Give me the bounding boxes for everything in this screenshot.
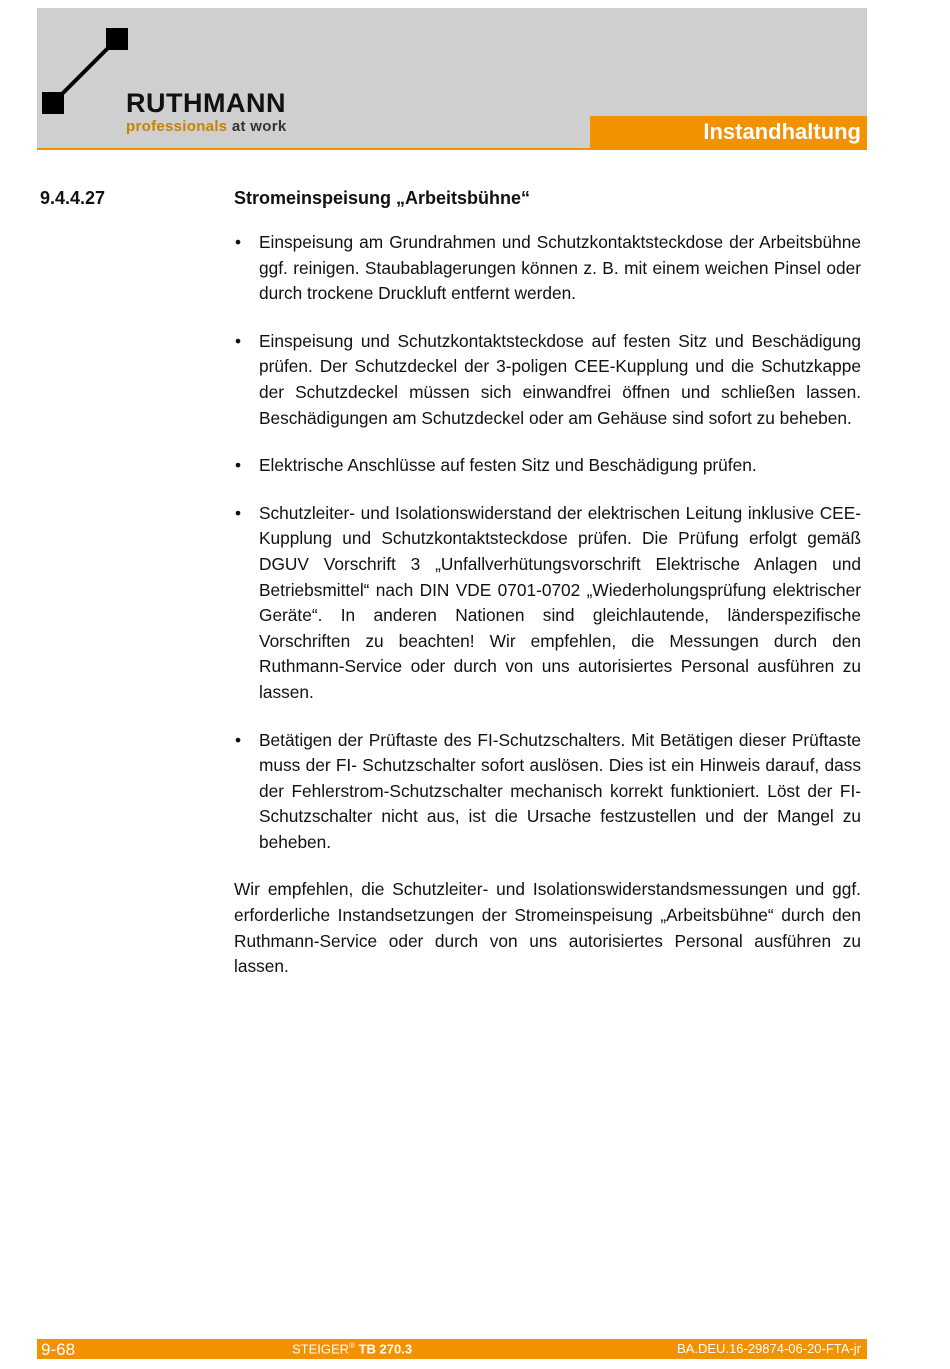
logo-name: RUTHMANN: [126, 88, 286, 118]
section-title: Stromeinspeisung „Arbeitsbühne“: [234, 188, 531, 208]
document-id: BA.DEU.16-29874-06-20-FTA-jr: [677, 1341, 861, 1356]
footer-bar: [37, 1339, 867, 1359]
ruthmann-logo-icon: [40, 28, 130, 118]
list-item: [234, 230, 861, 307]
bullet-icon: •: [235, 330, 242, 351]
list-item-text: Betätigen der Prüftaste des FI-Schutzschalters. Mit Betätigen dieser Prüftaste muss der FI- Schutzschalter sofort auslösen. Dies ist ein Hinweis darauf, dass der Fehlerstrom-Schutzschalter mechanisch korrekt funktioniert. Löst der FI-Schutzschalter nicht aus, ist die Ursache festzustellen und der Mangel zu beheben.: [259, 729, 861, 852]
registered-mark: ®: [349, 1341, 355, 1350]
footer-brand: STEIGER: [292, 1341, 350, 1357]
list-item: [234, 728, 861, 856]
list-item-text: Einspeisung am Grundrahmen und Schutzkontaktsteckdose der Arbeitsbühne ggf. reinigen. Staubablagerungen können z. B. mit einem weichen Pinsel oder durch trockene Druckluft entfernt werden.: [259, 232, 861, 304]
footer-model-number: TB 270.3: [358, 1341, 413, 1357]
bullet-icon: •: [235, 232, 242, 252]
final-paragraph: Wir empfehlen, die Schutzleiter- und Isolationswiderstandsmessungen und ggf. erforderliche Instandsetzungen der Stromeinspeisung „Arbeitsbühne“ durch den Ruthmann-Service oder durch von uns autorisiertes Personal ausführen zu lassen.: [234, 879, 861, 977]
content: [234, 230, 861, 980]
section-number: 9.4.4.27: [40, 188, 106, 208]
page-number: 9-68: [41, 1340, 76, 1359]
bullet-icon: •: [235, 455, 242, 476]
logo-tagline-at-work: at work: [231, 118, 287, 135]
bullet-icon: •: [235, 729, 242, 750]
list-item-text: Einspeisung und Schutzkontaktsteckdose auf festen Sitz und Beschädigung prüfen. Der Schutzdeckel der 3-poligen CEE-Kupplung und die Schutzkappe der Schutzdeckel müssen sich einwandfrei öffnen und schließen lassen. Beschädigungen am Schutzdeckel oder am Gehäuse sind sofort zu beheben.: [259, 330, 861, 428]
logo-tagline: [126, 118, 287, 135]
section-tab: Instandhaltung: [590, 116, 867, 150]
footer-model: [292, 1341, 412, 1356]
bullet-list: [234, 230, 861, 855]
list-item-text: Schutzleiter- und Isolationswiderstand der elektrischen Leitung inklusive CEE-Kupplung und Schutzkontaktsteckdose prüfen. Die Prüfung erfolgt gemäß DGUV Vorschrift 3 „Unfallverhütungsvorschrift Elektrische Anlagen und Betriebsmittel“ nach DIN VDE 0701-0702 „Wiederholungsprüfung elektrischer Geräte“. In anderen Nationen sind gleichlautende, länderspezifische Vorschriften zu beachten! Wir empfehlen, die Messungen durch den Ruthmann-Service oder durch von uns autorisiertes Personal ausführen zu lassen.: [259, 502, 861, 702]
list-item: [234, 329, 861, 431]
logo-tagline-professionals: professionals: [126, 118, 228, 135]
list-item: [234, 453, 861, 479]
bullet-icon: •: [235, 502, 242, 523]
list-item: [234, 501, 861, 706]
list-item-text: Elektrische Anschlüsse auf festen Sitz und Beschädigung prüfen.: [259, 455, 757, 476]
